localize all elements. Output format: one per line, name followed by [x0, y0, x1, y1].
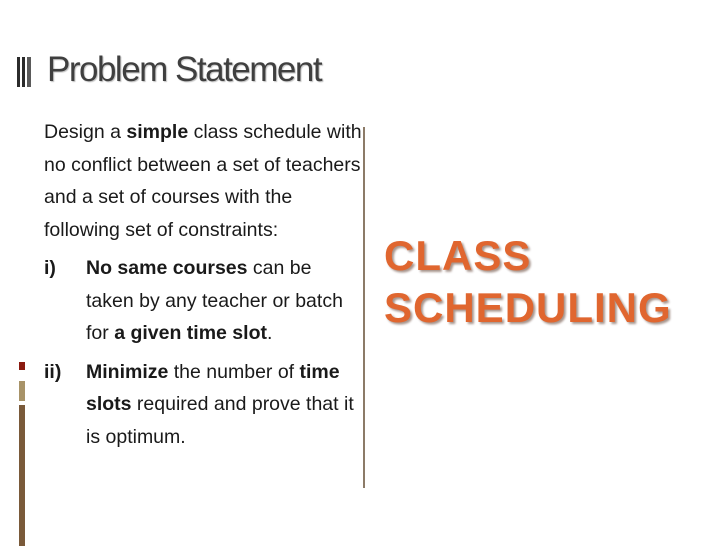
heading-line-1: CLASS [384, 232, 532, 279]
constraint-plain: the number of [168, 360, 300, 383]
constraint-number: ii) [44, 360, 62, 383]
constraint-item-1 [44, 252, 364, 350]
constraint-text [86, 356, 364, 454]
title-bar-2 [22, 57, 25, 87]
edge-accent-brown [19, 405, 25, 546]
constraint-plain: required and prove that it is optimum. [86, 393, 354, 448]
title-bar-3 [27, 57, 31, 87]
edge-accent-red [19, 362, 25, 370]
constraint-text [86, 252, 364, 350]
heading-line-2: SCHEDULING [384, 284, 672, 331]
constraint-plain: can be taken by any teacher or batch for [86, 257, 343, 344]
constraint-bold: a given time slot [114, 322, 267, 344]
constraint-bold: Minimize [86, 360, 169, 383]
title-bar-1 [17, 57, 20, 87]
slide-title: Problem Statement [47, 50, 322, 89]
title-accent-bars [17, 57, 39, 87]
intro-text-2: class schedule with no conflict between a set of teachers and a set of courses with the following set of constraints: [44, 121, 362, 241]
vertical-divider [363, 127, 365, 488]
constraint-bold: No same courses [86, 257, 248, 279]
constraint-number: i) [44, 257, 56, 279]
constraint-item-2 [44, 356, 364, 454]
intro-paragraph [44, 116, 364, 246]
problem-content [44, 116, 364, 453]
constraint-bold: time slots [86, 360, 340, 415]
constraint-plain: . [266, 322, 273, 344]
edge-accent-tan [19, 381, 25, 401]
class-scheduling-heading [384, 230, 672, 334]
intro-bold-simple: simple [126, 121, 189, 143]
intro-text-1: Design a [44, 121, 127, 143]
